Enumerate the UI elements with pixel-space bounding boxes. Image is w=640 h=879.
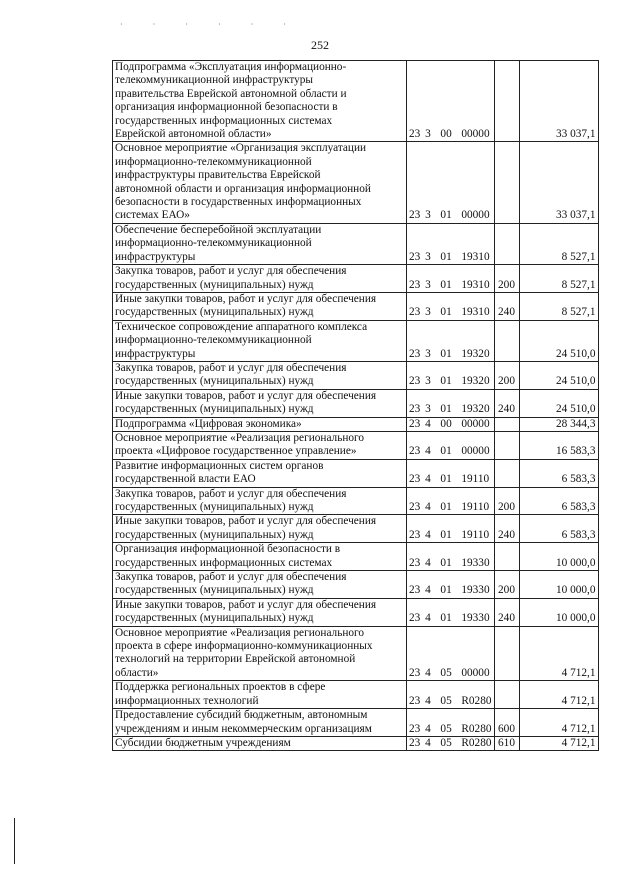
row-code-cell: 23 4 05 00000 [407,626,495,681]
table-row [113,681,599,709]
row-sum-cell: 28 344,3 [519,417,598,431]
table-row [113,389,599,417]
table-row [113,571,599,599]
row-sum-cell: 6 583,3 [519,515,598,543]
row-sum-cell: 8 527,1 [519,292,598,320]
row-name-cell: Основное мероприятие «Реализация регионального проекта «Цифровое государственное управление» [113,431,407,459]
row-name-cell: Техническое сопровождение аппаратного комплекса информационно-телекоммуникационной инфраструктуры [113,320,407,361]
table-row [113,543,599,571]
table-row [113,431,599,459]
row-name-cell: Субсидии бюджетным учреждениям [113,736,407,750]
table-row [113,598,599,626]
row-vr-cell: 200 [494,361,519,389]
row-name-cell: Иные закупки товаров, работ и услуг для обеспечения государственных (муниципальных) нужд [113,292,407,320]
row-vr-cell: 600 [494,709,519,737]
row-name-cell: Подпрограмма «Эксплуатация информационно- телекоммуникационной инфраструктуры правительства Еврейской автономной области и организация информационной безопасности в государственных информационных системах Еврейской автономной области» [113,61,407,142]
table-row [113,417,599,431]
row-code-cell: 23 4 01 19110 [407,515,495,543]
row-vr-cell [494,320,519,361]
row-sum-cell: 24 510,0 [519,320,598,361]
row-sum-cell: 8 527,1 [519,265,598,293]
row-code-cell: 23 3 01 19320 [407,389,495,417]
row-code-cell: 23 3 01 19320 [407,361,495,389]
row-name-cell: Иные закупки товаров, работ и услуг для обеспечения государственных (муниципальных) нужд [113,389,407,417]
row-name-cell: Иные закупки товаров, работ и услуг для обеспечения государственных (муниципальных) нужд [113,598,407,626]
margin-line [14,818,15,864]
table-row [113,61,599,142]
row-vr-cell [494,61,519,142]
row-vr-cell: 200 [494,487,519,515]
row-name-cell: Поддержка региональных проектов в сфере информационных технологий [113,681,407,709]
row-name-cell: Предоставление субсидий бюджетным, автономным учреждениям и иным некоммерческим организациям [113,709,407,737]
row-name-cell: Обеспечение бесперебойной эксплуатации информационно-телекоммуникационной инфраструктуры [113,223,407,264]
row-code-cell: 23 4 01 19330 [407,571,495,599]
row-code-cell: 23 4 00 00000 [407,417,495,431]
row-code-cell: 23 3 01 19320 [407,320,495,361]
scan-noise: · · · · · · [120,20,300,29]
table-row [113,265,599,293]
row-sum-cell: 16 583,3 [519,431,598,459]
row-code-cell: 23 3 01 19310 [407,223,495,264]
row-code-cell: 23 4 05 R0280 [407,681,495,709]
row-vr-cell [494,417,519,431]
table-row [113,459,599,487]
table-row [113,361,599,389]
table-row [113,515,599,543]
row-code-cell: 23 4 01 19110 [407,487,495,515]
row-name-cell: Закупка товаров, работ и услуг для обеспечения государственных (муниципальных) нужд [113,487,407,515]
row-vr-cell [494,681,519,709]
row-sum-cell: 24 510,0 [519,389,598,417]
row-code-cell: 23 3 01 00000 [407,142,495,223]
row-name-cell: Основное мероприятие «Реализация регионального проекта в сфере информационно-коммуникационных технологий на территории Еврейской автономной области» [113,626,407,681]
table-row [113,709,599,737]
table-row [113,736,599,750]
row-vr-cell [494,459,519,487]
table-row [113,223,599,264]
row-code-cell: 23 4 01 19110 [407,459,495,487]
table-row [113,292,599,320]
row-vr-cell [494,223,519,264]
row-sum-cell: 4 712,1 [519,681,598,709]
row-vr-cell: 200 [494,265,519,293]
table-row [113,142,599,223]
row-sum-cell: 33 037,1 [519,61,598,142]
row-vr-cell: 240 [494,598,519,626]
row-name-cell: Закупка товаров, работ и услуг для обеспечения государственных (муниципальных) нужд [113,361,407,389]
table-row [113,320,599,361]
row-sum-cell: 10 000,0 [519,571,598,599]
row-vr-cell: 240 [494,515,519,543]
row-name-cell: Закупка товаров, работ и услуг для обеспечения государственных (муниципальных) нужд [113,265,407,293]
table-row [113,487,599,515]
row-vr-cell [494,626,519,681]
row-code-cell: 23 3 00 00000 [407,61,495,142]
row-vr-cell [494,431,519,459]
row-vr-cell: 240 [494,389,519,417]
table-row [113,626,599,681]
row-sum-cell: 4 712,1 [519,626,598,681]
row-name-cell: Иные закупки товаров, работ и услуг для обеспечения государственных (муниципальных) нужд [113,515,407,543]
row-name-cell: Основное мероприятие «Организация эксплуатации информационно-телекоммуникационной инфраструктуры правительства Еврейской автономной области и организация информационной безопасности в государственных информационных системах ЕАО» [113,142,407,223]
budget-table-body [113,61,599,751]
row-code-cell: 23 3 01 19310 [407,292,495,320]
row-sum-cell: 33 037,1 [519,142,598,223]
page-number: 252 [311,38,329,52]
row-name-cell: Подпрограмма «Цифровая экономика» [113,417,407,431]
row-sum-cell: 24 510,0 [519,361,598,389]
row-code-cell: 23 4 01 19330 [407,543,495,571]
row-vr-cell: 240 [494,292,519,320]
row-code-cell: 23 4 01 00000 [407,431,495,459]
row-sum-cell: 6 583,3 [519,459,598,487]
row-vr-cell [494,543,519,571]
row-code-cell: 23 3 01 19310 [407,265,495,293]
budget-table [112,60,599,751]
row-vr-cell [494,142,519,223]
row-code-cell: 23 4 05 R0280 [407,736,495,750]
row-sum-cell: 4 712,1 [519,736,598,750]
row-sum-cell: 10 000,0 [519,598,598,626]
row-vr-cell: 200 [494,571,519,599]
row-name-cell: Организация информационной безопасности в государственных информационных системах [113,543,407,571]
row-name-cell: Закупка товаров, работ и услуг для обеспечения государственных (муниципальных) нужд [113,571,407,599]
row-code-cell: 23 4 01 19330 [407,598,495,626]
row-code-cell: 23 4 05 R0280 [407,709,495,737]
row-sum-cell: 8 527,1 [519,223,598,264]
row-sum-cell: 4 712,1 [519,709,598,737]
row-sum-cell: 10 000,0 [519,543,598,571]
row-sum-cell: 6 583,3 [519,487,598,515]
row-vr-cell: 610 [494,736,519,750]
row-name-cell: Развитие информационных систем органов государственной власти ЕАО [113,459,407,487]
